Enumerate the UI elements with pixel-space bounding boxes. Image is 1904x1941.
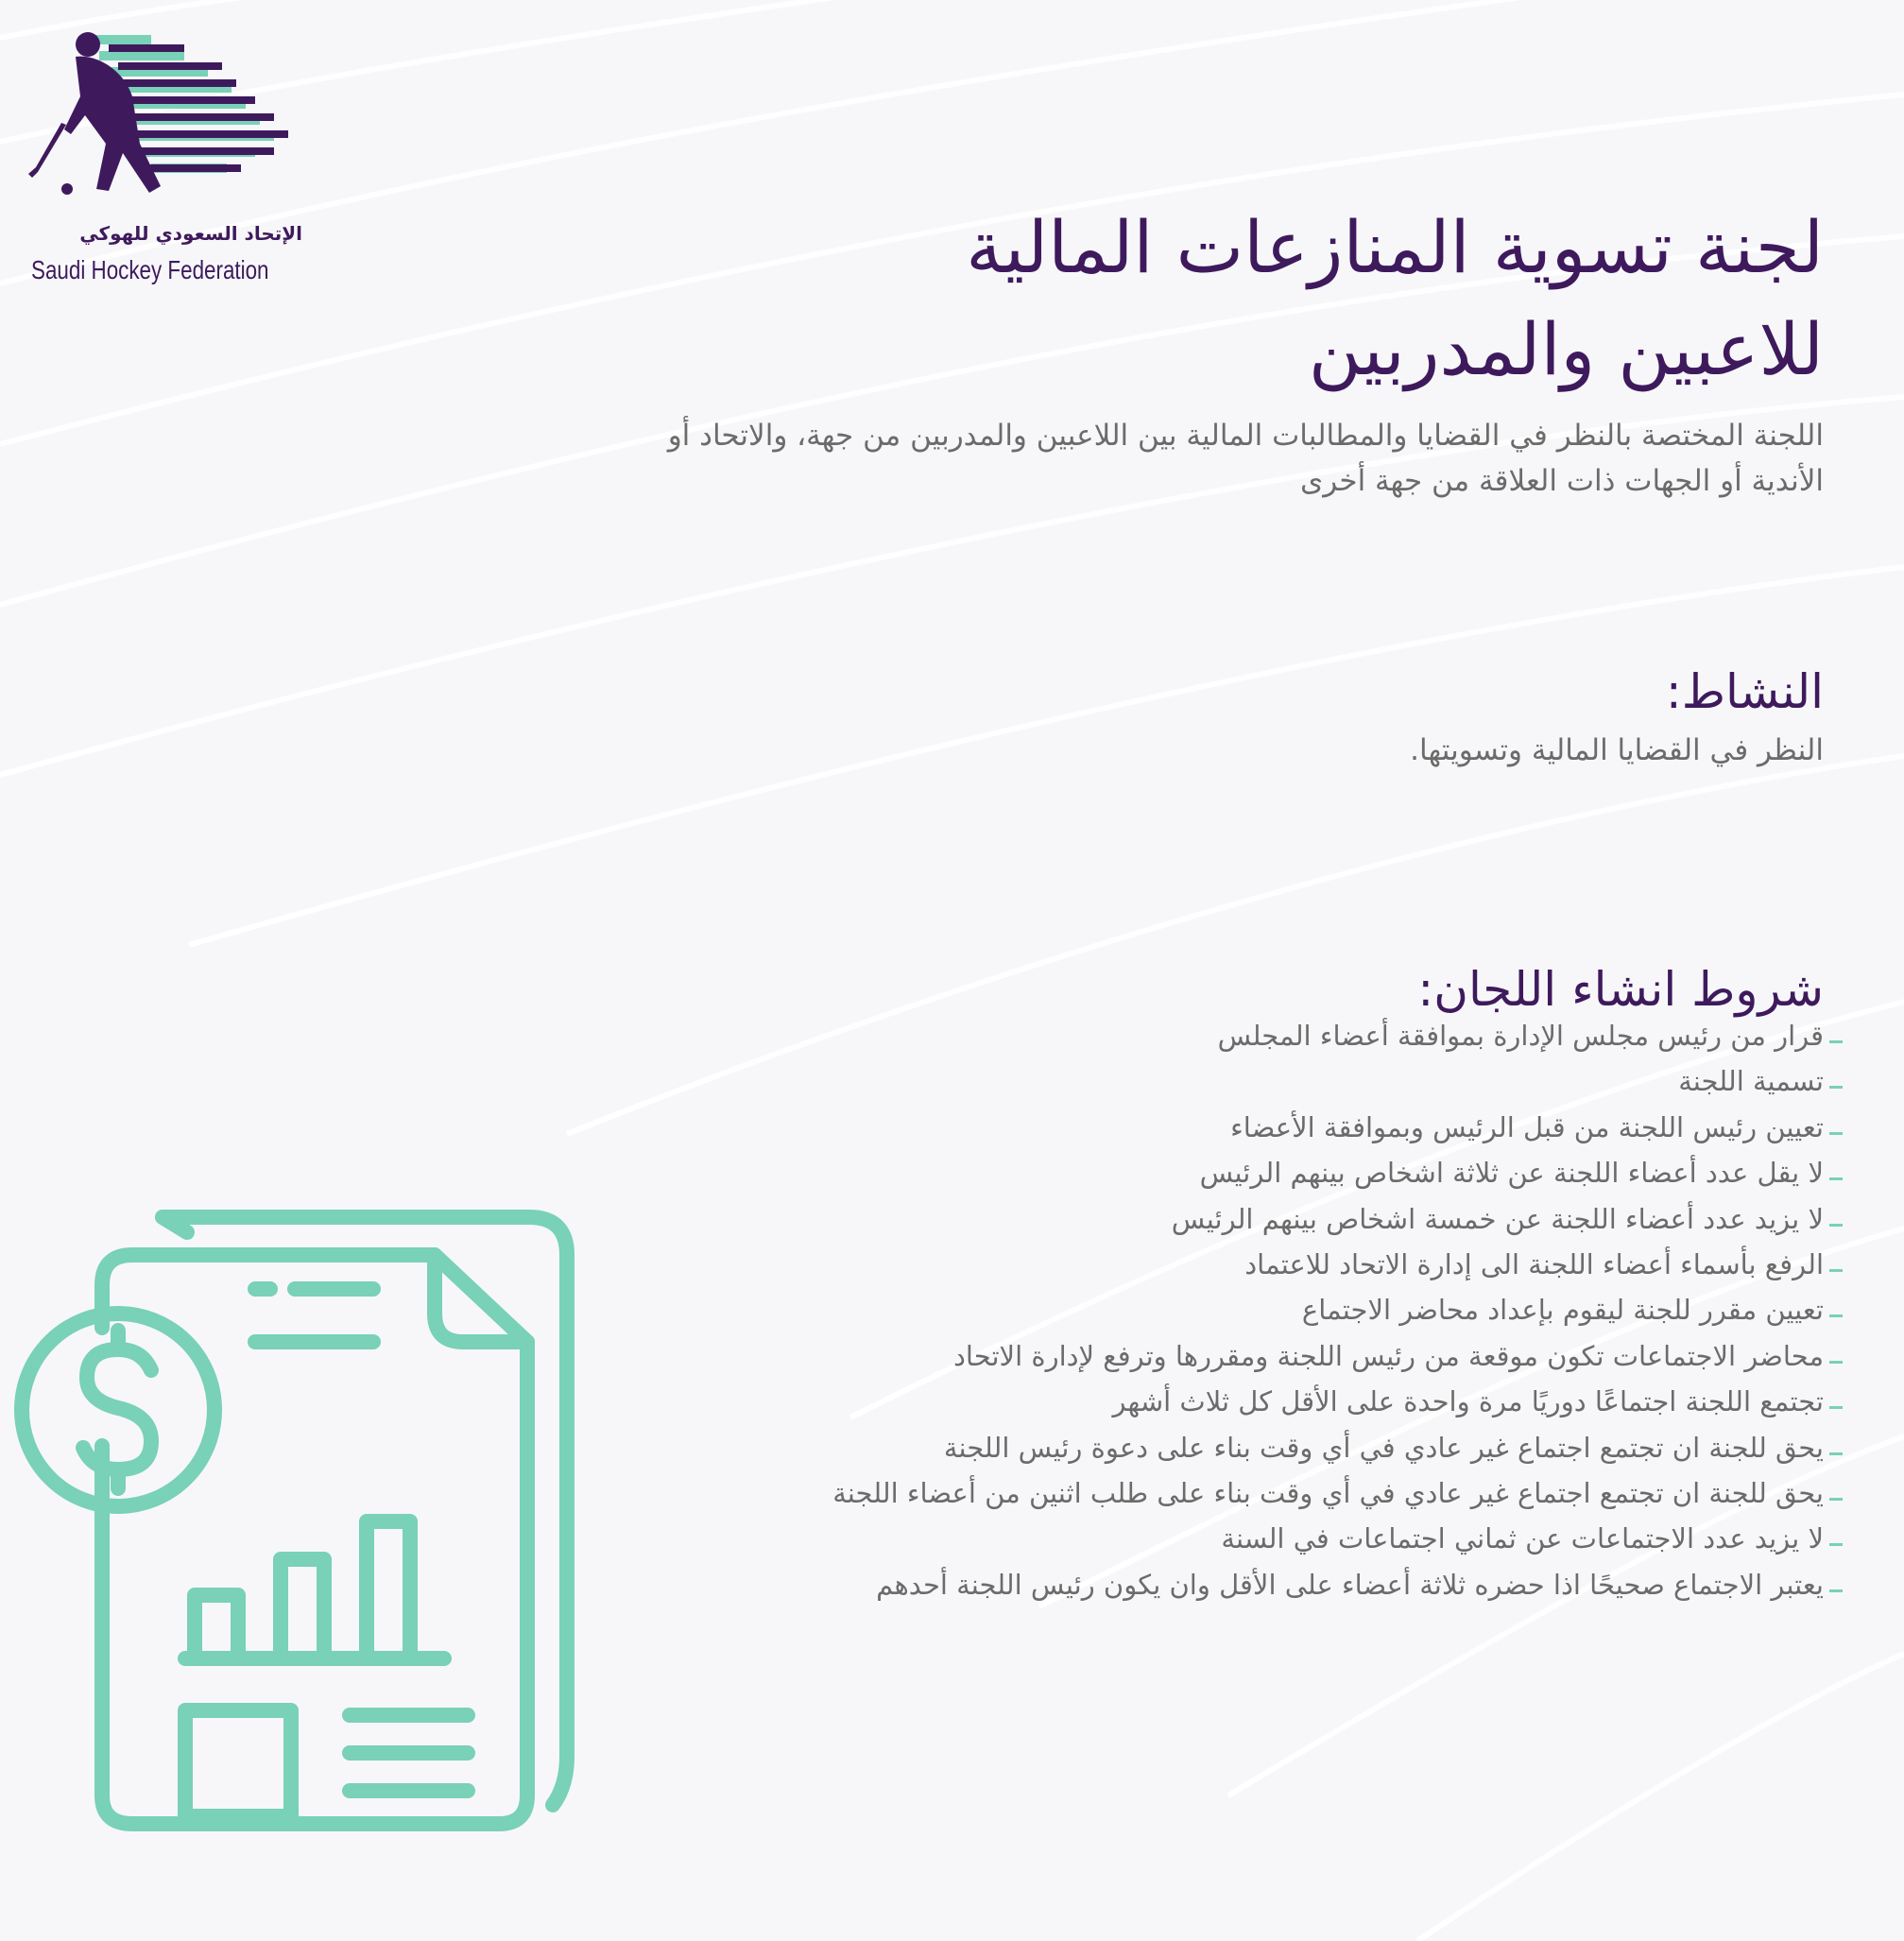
bullet-dash xyxy=(1829,1040,1843,1043)
bullet-dash xyxy=(1829,1086,1843,1089)
list-item xyxy=(425,1425,1843,1470)
list-item xyxy=(425,1058,1843,1104)
bullet-dash xyxy=(1829,1543,1843,1546)
list-item xyxy=(425,1516,1843,1561)
list-item-text: قرار من رئيس مجلس الإدارة بموافقة أعضاء المجلس xyxy=(1217,1020,1824,1052)
bullet-dash xyxy=(1829,1224,1843,1227)
bullet-dash xyxy=(1829,1452,1843,1455)
list-item-text: يحق للجنة ان تجتمع اجتماع غير عادي في أي وقت بناء على دعوة رئيس اللجنة xyxy=(943,1431,1824,1464)
hockey-player-icon xyxy=(28,30,302,219)
page-subtitle xyxy=(444,413,1824,504)
list-item xyxy=(425,1287,1843,1332)
logo-arabic-name: الإتحاد السعودي للهوكي xyxy=(79,222,302,245)
list-item-text: تعيين مقرر للجنة ليقوم بإعداد محاضر الاجتماع xyxy=(1301,1294,1824,1327)
list-item xyxy=(425,1562,1843,1607)
logo xyxy=(28,30,302,295)
page-title-line-2: للاعبين والمدربين xyxy=(1308,307,1824,391)
list-item xyxy=(425,1013,1843,1058)
list-item-text: تجتمع اللجنة اجتماعًا دوريًا مرة واحدة على الأقل كل ثلاث أشهر xyxy=(1112,1385,1824,1418)
list-item-text: تسمية اللجنة xyxy=(1678,1065,1824,1098)
subtitle-line-2: الأندية أو الجهات ذات العلاقة من جهة أخرى xyxy=(1300,464,1824,498)
subtitle-line-1: اللجنة المختصة بالنظر في القضايا والمطالبات المالية بين اللاعبين والمدربين من جهة، والاتحاد أو xyxy=(667,419,1824,453)
page-title-line-1: لجنة تسوية المنازعات المالية xyxy=(966,205,1824,289)
page-title xyxy=(595,197,1824,401)
bullet-dash xyxy=(1829,1589,1843,1592)
list-item-text: محاضر الاجتماعات تكون موقعة من رئيس اللجنة ومقررها وترفع لإدارة الاتحاد xyxy=(953,1339,1824,1372)
list-item xyxy=(425,1242,1843,1287)
bullet-dash xyxy=(1829,1269,1843,1272)
bullet-dash xyxy=(1829,1406,1843,1409)
list-item xyxy=(425,1150,1843,1195)
list-item-text: لا يزيد عدد الاجتماعات عن ثماني اجتماعات في السنة xyxy=(1221,1522,1824,1555)
list-item-text: الرفع بأسماء أعضاء اللجنة الى إدارة الاتحاد للاعتماد xyxy=(1244,1248,1824,1281)
bullet-dash xyxy=(1829,1361,1843,1364)
list-item xyxy=(425,1105,1843,1150)
list-item-text: لا يقل عدد أعضاء اللجنة عن ثلاثة اشخاص بينهم الرئيس xyxy=(1199,1157,1824,1190)
list-item xyxy=(425,1333,1843,1379)
logo-english-name: Saudi Hockey Federation xyxy=(31,255,269,284)
list-item-text: يعتبر الاجتماع صحيحًا اذا حضره ثلاثة أعضاء على الأقل وان يكون رئيس اللجنة أحدهم xyxy=(876,1568,1824,1601)
list-item xyxy=(425,1470,1843,1516)
bullet-dash xyxy=(1829,1314,1843,1317)
activity-text: النظر في القضايا المالية وتسويتها. xyxy=(1410,733,1824,767)
financial-report-document-icon xyxy=(0,1200,586,1843)
list-item xyxy=(425,1379,1843,1424)
bullet-dash xyxy=(1829,1177,1843,1180)
list-item-text: تعيين رئيس اللجنة من قبل الرئيس وبموافقة الأعضاء xyxy=(1230,1110,1824,1143)
list-item-text: لا يزيد عدد أعضاء اللجنة عن خمسة اشخاص بينهم الرئيس xyxy=(1171,1202,1824,1235)
conditions-heading: شروط انشاء اللجان: xyxy=(1417,961,1824,1017)
conditions-list xyxy=(425,1013,1843,1607)
activity-heading: النشاط: xyxy=(1665,663,1824,719)
list-item xyxy=(425,1196,1843,1242)
list-item-text: يحق للجنة ان تجتمع اجتماع غير عادي في أي وقت بناء على طلب اثنين من أعضاء اللجنة xyxy=(832,1477,1824,1510)
bullet-dash xyxy=(1829,1498,1843,1501)
bullet-dash xyxy=(1829,1132,1843,1135)
